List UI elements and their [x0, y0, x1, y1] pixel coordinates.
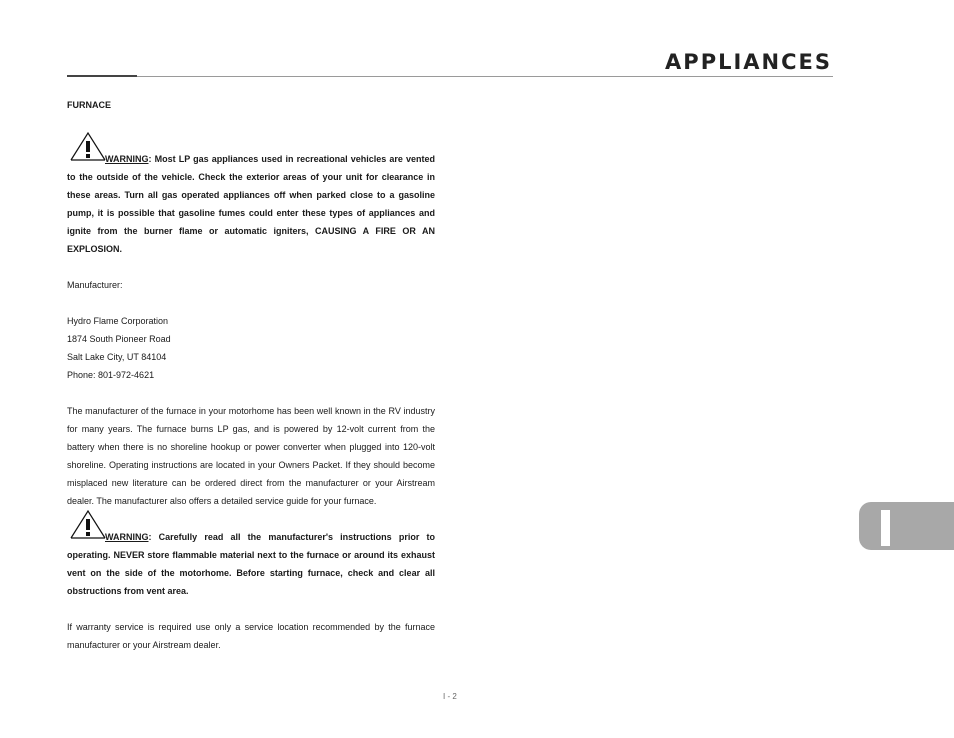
spacer [67, 510, 435, 528]
warning-label: WARNING [105, 532, 149, 542]
manufacturer-phone: Phone: 801-972-4621 [67, 370, 155, 380]
warning-text: : Carefully read all the manufacturer's instructions prior to operating. NEVER store flammable material next to the furnace or around its exhaust vent on the side of the motorhome. Before starting furnace, check and clear all obstructions from vent area. [67, 532, 435, 596]
spacer [67, 600, 435, 618]
section-heading: FURNACE [67, 100, 111, 110]
manufacturer-city: Salt Lake City, UT 84104 [67, 352, 167, 362]
warning-text: : Most LP gas appliances used in recreational vehicles are vented to the outside of the vehicle. Check the exterior areas of your unit for clearance in these areas. Turn all gas operated appliances off when parked close to a gasoline pump, it is possible that gasoline fumes could enter these types of appliances and ignite from the burner flame or automatic igniters, CAUSING A FIRE OR AN EXPLOSION. [67, 154, 435, 254]
spacer [67, 384, 435, 402]
spacer [67, 114, 435, 132]
main-content [67, 96, 435, 654]
page-title: APPLIANCES [665, 50, 832, 74]
chapter-tab [859, 502, 954, 550]
warning-block [67, 150, 435, 258]
manufacturer-name: Hydro Flame Corporation [67, 316, 169, 326]
manufacturer-label: Manufacturer: [67, 280, 123, 290]
warning-triangle-icon [70, 509, 106, 539]
warning-triangle-icon [70, 131, 106, 161]
spacer [67, 132, 435, 150]
spacer [67, 258, 435, 276]
warning-label: WARNING [105, 154, 149, 164]
page-number: I - 2 [443, 692, 457, 701]
manufacturer-address [67, 312, 435, 384]
manufacturer-street: 1874 South Pioneer Road [67, 334, 171, 344]
header-divider [67, 76, 833, 77]
chapter-tab-letter [881, 510, 890, 546]
spacer [67, 294, 435, 312]
warranty-note: If warranty service is required use only a service location recommended by the furnace manufacturer or your Airstream dealer. [67, 622, 435, 650]
warning-block [67, 528, 435, 600]
furnace-description: The manufacturer of the furnace in your motorhome has been well known in the RV industry for many years. The furnace burns LP gas, and is powered by 12-volt current from the battery when there is no shoreline hookup or power converter when plugged into 120-volt shoreline. Operating instructions are located in your Owners Packet. If they should become misplaced new literature can be ordered direct from the manufacturer or your Airstream dealer. The manufacturer also offers a detailed service guide for your furnace. [67, 406, 435, 506]
